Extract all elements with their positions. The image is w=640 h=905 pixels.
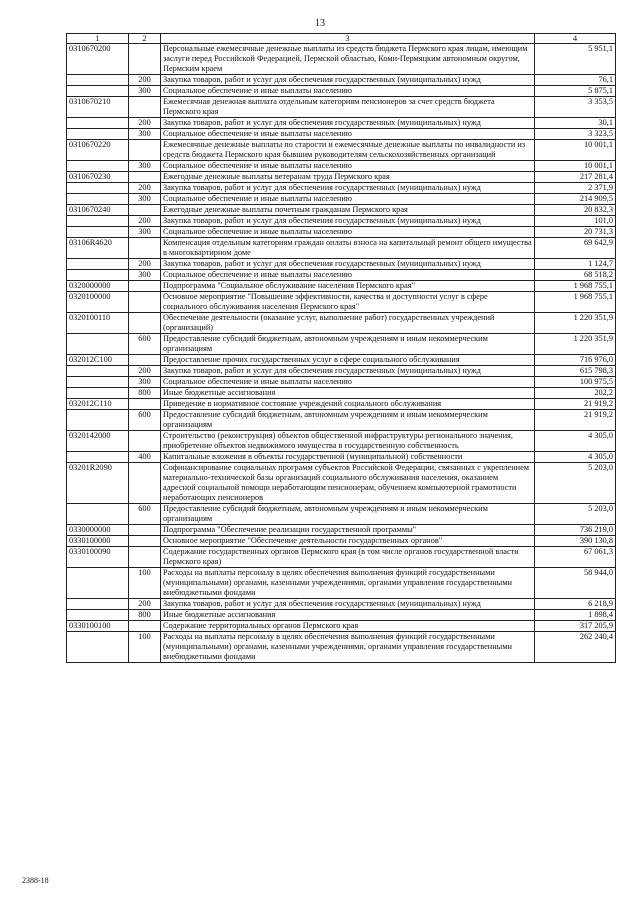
expense-type-cell <box>129 621 161 632</box>
table-row <box>67 621 616 632</box>
table-row <box>67 270 616 281</box>
target-code-cell: 0310670220 <box>67 140 129 161</box>
table-row <box>67 281 616 292</box>
target-code-cell: 0320142000 <box>67 431 129 452</box>
table-row <box>67 547 616 568</box>
expense-type-cell <box>129 238 161 259</box>
target-code-cell <box>67 366 129 377</box>
table-row <box>67 463 616 504</box>
description-cell: Социальное обеспечение и иные выплаты населению <box>161 86 535 97</box>
amount-cell: 30,1 <box>535 118 616 129</box>
expense-type-cell <box>129 355 161 366</box>
target-code-cell <box>67 410 129 431</box>
table-header-row <box>67 34 616 44</box>
description-cell: Компенсация отдельным категориям граждан оплаты взноса на капитальный ремонт общего имущества в многоквартирном доме <box>161 238 535 259</box>
description-cell: Ежегодные денежные выплаты почетным гражданам Пермского края <box>161 205 535 216</box>
expense-type-cell: 300 <box>129 270 161 281</box>
description-cell: Закупка товаров, работ и услуг для обеспечения государственных (муниципальных) нужд <box>161 259 535 270</box>
expense-type-cell <box>129 97 161 118</box>
amount-cell: 20 832,3 <box>535 205 616 216</box>
description-cell: Содержание территориальных органов Пермского края <box>161 621 535 632</box>
amount-cell: 21 919,2 <box>535 399 616 410</box>
expense-type-cell: 300 <box>129 161 161 172</box>
description-cell: Ежемесячные денежные выплаты по старости и ежемесячные денежные выплаты по инвалидности из средств бюджета Пермского края бывшим руководителям сельскохозяйственных организаций <box>161 140 535 161</box>
description-cell: Социальное обеспечение и иные выплаты населению <box>161 270 535 281</box>
amount-cell: 390 130,8 <box>535 536 616 547</box>
target-code-cell <box>67 568 129 599</box>
table-row <box>67 632 616 663</box>
description-cell: Расходы на выплаты персоналу в целях обеспечения выполнения функций государственными (муниципальными) органами, казенными учреждениями, органами управления государственными внебюджетными фондами <box>161 568 535 599</box>
target-code-cell <box>67 452 129 463</box>
amount-cell: 1 220 351,9 <box>535 313 616 334</box>
table-row <box>67 525 616 536</box>
target-code-cell: 0330000000 <box>67 525 129 536</box>
target-code-cell <box>67 216 129 227</box>
description-cell: Социальное обеспечение и иные выплаты населению <box>161 161 535 172</box>
amount-cell: 58 944,0 <box>535 568 616 599</box>
target-code-cell <box>67 259 129 270</box>
expense-type-cell: 300 <box>129 194 161 205</box>
amount-cell: 716 976,0 <box>535 355 616 366</box>
description-cell: Приведение в нормативное состояние учреждений социального обслуживания <box>161 399 535 410</box>
target-code-cell <box>67 388 129 399</box>
amount-cell: 262 240,4 <box>535 632 616 663</box>
table-row <box>67 377 616 388</box>
expense-type-cell: 200 <box>129 599 161 610</box>
description-cell: Предоставление прочих государственных услуг в сфере социального обслуживания <box>161 355 535 366</box>
table-row <box>67 410 616 431</box>
expense-type-cell: 300 <box>129 377 161 388</box>
table-row <box>67 97 616 118</box>
table-row <box>67 355 616 366</box>
document-code: 2388-18 <box>22 876 49 885</box>
amount-cell: 101,0 <box>535 216 616 227</box>
table-row <box>67 452 616 463</box>
amount-cell: 615 798,3 <box>535 366 616 377</box>
description-cell: Основное мероприятие "Обеспечение деятельности государственных органов" <box>161 536 535 547</box>
amount-cell: 100 975,5 <box>535 377 616 388</box>
target-code-cell <box>67 599 129 610</box>
description-cell: Софинансирование социальных программ субъектов Российской Федерации, связанных с укреплением материально-технической базы организаций социального обслуживания населения, оказанием адресной социальной помощи неработающим пенсионерам, обучением компьютерной грамотности неработающих пенсионеров <box>161 463 535 504</box>
description-cell: Социальное обеспечение и иные выплаты населению <box>161 129 535 140</box>
target-code-cell <box>67 118 129 129</box>
target-code-cell: 0320100110 <box>67 313 129 334</box>
target-code-cell: 0330100000 <box>67 536 129 547</box>
amount-cell: 214 909,5 <box>535 194 616 205</box>
amount-cell: 20 731,3 <box>535 227 616 238</box>
amount-cell: 5 875,1 <box>535 86 616 97</box>
table-row <box>67 259 616 270</box>
amount-cell: 202,2 <box>535 388 616 399</box>
table-row <box>67 388 616 399</box>
description-cell: Социальное обеспечение и иные выплаты населению <box>161 377 535 388</box>
target-code-cell <box>67 610 129 621</box>
description-cell: Социальное обеспечение и иные выплаты населению <box>161 227 535 238</box>
amount-cell: 5 203,0 <box>535 463 616 504</box>
amount-cell: 1 220 351,9 <box>535 334 616 355</box>
amount-cell: 69 642,9 <box>535 238 616 259</box>
expense-type-cell: 600 <box>129 334 161 355</box>
expense-type-cell: 100 <box>129 632 161 663</box>
description-cell: Подпрограмма "Социальное обслуживание населения Пермского края" <box>161 281 535 292</box>
expense-type-cell <box>129 44 161 75</box>
target-code-cell: 0310670200 <box>67 44 129 75</box>
amount-cell: 1 898,4 <box>535 610 616 621</box>
description-cell: Подпрограмма "Обеспечение реализации государственной программы" <box>161 525 535 536</box>
expense-type-cell <box>129 281 161 292</box>
amount-cell: 67 061,3 <box>535 547 616 568</box>
table-row <box>67 140 616 161</box>
column-header: 3 <box>161 34 535 44</box>
target-code-cell <box>67 86 129 97</box>
target-code-cell: 0310670230 <box>67 172 129 183</box>
expense-type-cell: 800 <box>129 388 161 399</box>
table-row <box>67 238 616 259</box>
target-code-cell <box>67 227 129 238</box>
expense-type-cell: 200 <box>129 183 161 194</box>
description-cell: Закупка товаров, работ и услуг для обеспечения государственных (муниципальных) нужд <box>161 118 535 129</box>
expense-type-cell: 200 <box>129 118 161 129</box>
amount-cell: 6 218,9 <box>535 599 616 610</box>
description-cell: Ежемесячная денежная выплата отдельным категориям пенсионеров за счет средств бюджета Пермского края <box>161 97 535 118</box>
table-row <box>67 366 616 377</box>
expense-type-cell: 200 <box>129 216 161 227</box>
table-row <box>67 205 616 216</box>
expense-type-cell: 200 <box>129 366 161 377</box>
target-code-cell <box>67 632 129 663</box>
expense-type-cell: 600 <box>129 504 161 525</box>
description-cell: Ежегодные денежные выплаты ветеранам труда Пермского края <box>161 172 535 183</box>
amount-cell: 317 205,9 <box>535 621 616 632</box>
table-row <box>67 118 616 129</box>
expense-type-cell <box>129 463 161 504</box>
expense-type-cell: 300 <box>129 86 161 97</box>
table-row <box>67 129 616 140</box>
target-code-cell: 0310670240 <box>67 205 129 216</box>
target-code-cell: 032012С110 <box>67 399 129 410</box>
table-row <box>67 334 616 355</box>
amount-cell: 10 001,1 <box>535 161 616 172</box>
description-cell: Иные бюджетные ассигнования <box>161 388 535 399</box>
table-row <box>67 227 616 238</box>
column-header: 1 <box>67 34 129 44</box>
column-header: 2 <box>129 34 161 44</box>
target-code-cell <box>67 75 129 86</box>
description-cell: Предоставление субсидий бюджетным, автономным учреждениям и иным некоммерческим организациям <box>161 410 535 431</box>
amount-cell: 68 518,2 <box>535 270 616 281</box>
target-code-cell: 0330100100 <box>67 621 129 632</box>
amount-cell: 1 124,7 <box>535 259 616 270</box>
table-row <box>67 75 616 86</box>
description-cell: Закупка товаров, работ и услуг для обеспечения государственных (муниципальных) нужд <box>161 75 535 86</box>
table-row <box>67 599 616 610</box>
target-code-cell <box>67 183 129 194</box>
expense-type-cell <box>129 525 161 536</box>
target-code-cell <box>67 161 129 172</box>
expense-type-cell <box>129 547 161 568</box>
amount-cell: 1 968 755,1 <box>535 281 616 292</box>
amount-cell: 736 219,0 <box>535 525 616 536</box>
expense-type-cell: 100 <box>129 568 161 599</box>
amount-cell: 217 281,4 <box>535 172 616 183</box>
amount-cell: 3 353,5 <box>535 97 616 118</box>
expense-type-cell: 400 <box>129 452 161 463</box>
expense-type-cell: 200 <box>129 259 161 270</box>
page-number: 13 <box>315 18 325 29</box>
amount-cell: 4 305,0 <box>535 431 616 452</box>
description-cell: Основное мероприятие "Повышение эффективности, качества и доступности услуг в сфере социального обслуживания населения Пермского края" <box>161 292 535 313</box>
expense-type-cell: 800 <box>129 610 161 621</box>
description-cell: Иные бюджетные ассигнования <box>161 610 535 621</box>
table-row <box>67 161 616 172</box>
table-row <box>67 183 616 194</box>
description-cell: Капитальные вложения в объекты государственной (муниципальной) собственности <box>161 452 535 463</box>
target-code-cell: 0320000000 <box>67 281 129 292</box>
table-row <box>67 194 616 205</box>
target-code-cell <box>67 504 129 525</box>
target-code-cell <box>67 129 129 140</box>
target-code-cell: 0330100090 <box>67 547 129 568</box>
table-row <box>67 568 616 599</box>
amount-cell: 2 371,9 <box>535 183 616 194</box>
description-cell: Содержание государственных органов Пермского края (в том числе органов государственной власти Пермского края) <box>161 547 535 568</box>
expense-type-cell <box>129 399 161 410</box>
amount-cell: 21 919,2 <box>535 410 616 431</box>
description-cell: Предоставление субсидий бюджетным, автономным учреждениям и иным некоммерческим организациям <box>161 504 535 525</box>
description-cell: Закупка товаров, работ и услуг для обеспечения государственных (муниципальных) нужд <box>161 599 535 610</box>
table-row <box>67 86 616 97</box>
expense-type-cell <box>129 172 161 183</box>
table-row <box>67 292 616 313</box>
expense-type-cell: 300 <box>129 227 161 238</box>
expense-type-cell <box>129 313 161 334</box>
expense-type-cell <box>129 431 161 452</box>
table-row <box>67 536 616 547</box>
description-cell: Закупка товаров, работ и услуг для обеспечения государственных (муниципальных) нужд <box>161 183 535 194</box>
target-code-cell <box>67 270 129 281</box>
expense-type-cell: 200 <box>129 75 161 86</box>
expense-type-cell <box>129 205 161 216</box>
description-cell: Предоставление субсидий бюджетным, автономным учреждениям и иным некоммерческим организациям <box>161 334 535 355</box>
amount-cell: 3 323,5 <box>535 129 616 140</box>
target-code-cell: 03201R2090 <box>67 463 129 504</box>
amount-cell: 4 305,0 <box>535 452 616 463</box>
expense-type-cell <box>129 536 161 547</box>
target-code-cell: 0310670210 <box>67 97 129 118</box>
description-cell: Социальное обеспечение и иные выплаты населению <box>161 194 535 205</box>
amount-cell: 5 951,1 <box>535 44 616 75</box>
description-cell: Строительство (реконструкция) объектов общественной инфраструктуры регионального значения, приобретение объектов недвижимого имущества в государственную собственность <box>161 431 535 452</box>
expense-type-cell: 600 <box>129 410 161 431</box>
description-cell: Обеспечение деятельности (оказание услуг, выполнение работ) государственных учреждений (организаций) <box>161 313 535 334</box>
expense-type-cell <box>129 292 161 313</box>
target-code-cell: 0320100000 <box>67 292 129 313</box>
table-row <box>67 610 616 621</box>
table-row <box>67 44 616 75</box>
target-code-cell <box>67 194 129 205</box>
table-row <box>67 504 616 525</box>
table-row <box>67 172 616 183</box>
budget-table <box>66 33 616 663</box>
target-code-cell: 032012С100 <box>67 355 129 366</box>
amount-cell: 5 203,0 <box>535 504 616 525</box>
expense-type-cell <box>129 140 161 161</box>
table-row <box>67 399 616 410</box>
target-code-cell <box>67 334 129 355</box>
target-code-cell: 03106R4620 <box>67 238 129 259</box>
column-header: 4 <box>535 34 616 44</box>
amount-cell: 76,1 <box>535 75 616 86</box>
description-cell: Персональные ежемесячные денежные выплаты из средств бюджета Пермского края лицам, имеющим заслуги перед Российской Федерацией, Пермской областью, Коми-Пермяцким автономным округом, Пермским краем <box>161 44 535 75</box>
description-cell: Закупка товаров, работ и услуг для обеспечения государственных (муниципальных) нужд <box>161 366 535 377</box>
target-code-cell <box>67 377 129 388</box>
expense-type-cell: 300 <box>129 129 161 140</box>
description-cell: Закупка товаров, работ и услуг для обеспечения государственных (муниципальных) нужд <box>161 216 535 227</box>
table-row <box>67 431 616 452</box>
amount-cell: 10 001,1 <box>535 140 616 161</box>
amount-cell: 1 968 755,1 <box>535 292 616 313</box>
description-cell: Расходы на выплаты персоналу в целях обеспечения выполнения функций государственными (муниципальными) органами, казенными учреждениями, органами управления государственными внебюджетными фондами <box>161 632 535 663</box>
table-row <box>67 216 616 227</box>
table-row <box>67 313 616 334</box>
